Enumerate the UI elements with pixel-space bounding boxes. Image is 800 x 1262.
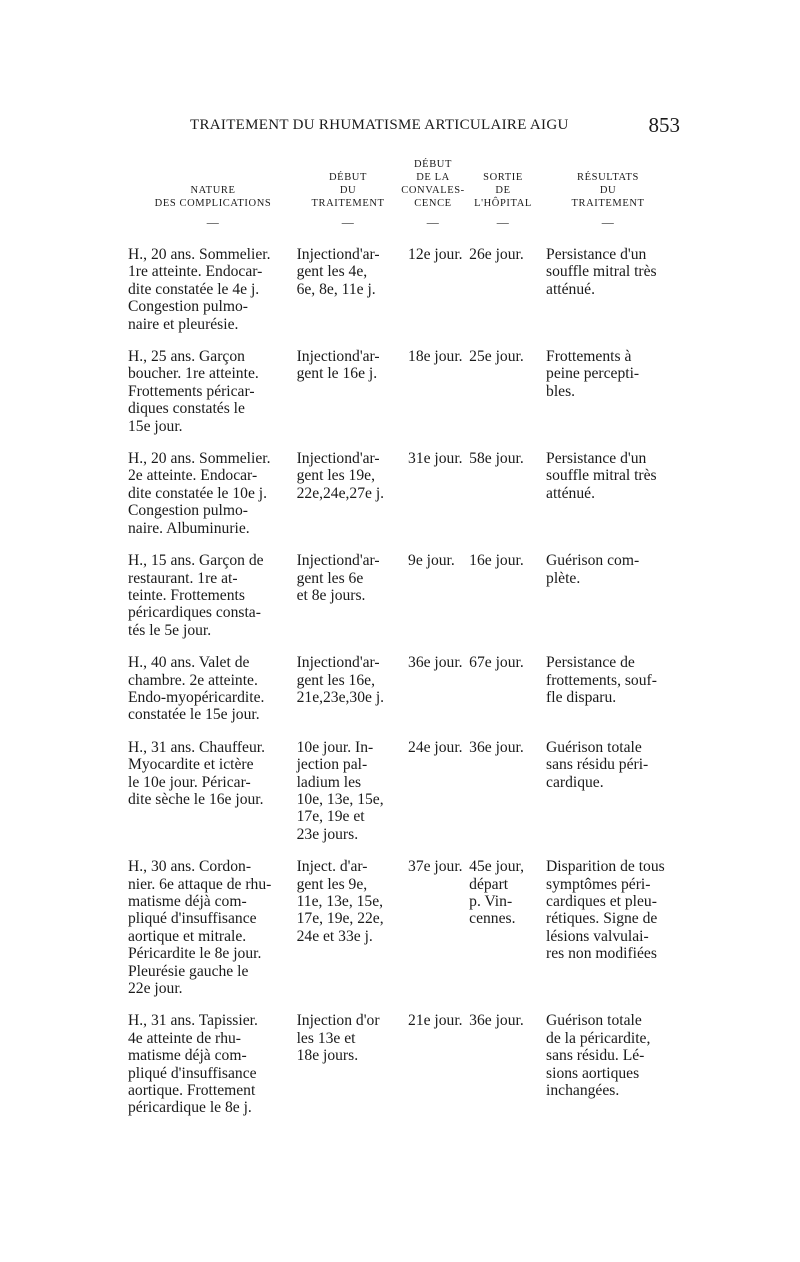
cell-sortie: 26e jour.	[469, 246, 524, 263]
cell-debut-convalescence: 18e jour.	[408, 348, 463, 366]
cell-resultats: Persistance d'un souffle mitral très atténué.	[546, 246, 657, 298]
cell-debut-convalescence: 12e jour.	[408, 246, 463, 263]
header-dash: —	[206, 215, 220, 229]
cell-debut-convalescence: 31e jour.	[408, 450, 463, 468]
cell-resultats: Persistance d'un souffle mitral très atténué.	[546, 450, 657, 502]
cell-nature: H., 15 ans. Garçon de restaurant. 1re at- teinte. Frottements péricardiques consta- tés le 5e jour.	[128, 552, 264, 639]
cell-debut-traitement: Inject. d'ar- gent les 9e, 11e, 13e, 15e, 17e, 19e, 22e, 24e et 33e j.	[296, 858, 384, 945]
cell-resultats: Guérison com- plète.	[546, 552, 640, 587]
running-title: TRAITEMENT DU RHUMATISME ARTICULAIRE AIGU	[190, 117, 569, 133]
header-nature-des-complications	[128, 184, 298, 229]
table-row	[128, 739, 688, 843]
header-line: TRAITEMENT	[571, 198, 645, 209]
header-line: DÉBUT	[329, 172, 367, 183]
cell-resultats: Guérison totale sans résidu péri- cardique.	[546, 738, 649, 791]
running-head	[190, 113, 680, 141]
header-dash: —	[341, 215, 355, 229]
cell-sortie: 36e jour.	[469, 1012, 524, 1030]
cell-debut-convalescence: 24e jour.	[408, 738, 463, 756]
cell-nature: H., 40 ans. Valet de chambre. 2e atteinte. Endo-myopéricardite. constatée le 15e jour.	[128, 654, 265, 724]
header-dash: —	[496, 215, 510, 229]
cell-debut-traitement: Injectiond'ar- gent le 16e j.	[296, 348, 380, 383]
cell-debut-convalescence: 37e jour.	[408, 858, 463, 876]
header-line: DES COMPLICATIONS	[154, 198, 272, 209]
table-row	[128, 552, 688, 639]
cell-debut-convalescence: 21e jour.	[408, 1012, 463, 1030]
header-line: DÉBUT	[414, 159, 452, 170]
header-line: TRAITEMENT	[311, 198, 385, 209]
cell-sortie: 25e jour.	[469, 348, 524, 366]
header-debut-du-traitement	[293, 171, 403, 229]
cell-resultats: Disparition de tous symptômes péri- cardiques et pleu- rétiques. Signe de lésions valvulai- res non modifiées	[546, 858, 665, 963]
table-row	[128, 348, 688, 435]
cell-debut-traitement: Injectiond'ar- gent les 19e, 22e,24e,27e j.	[296, 450, 385, 502]
header-debut-de-la-convalescence	[393, 158, 473, 229]
cell-sortie: 16e jour.	[469, 552, 524, 570]
cell-sortie: 58e jour.	[469, 450, 524, 468]
header-line: DU	[599, 185, 617, 196]
header-line: SORTIE	[483, 172, 523, 183]
cell-debut-traitement: Injectiond'ar- gent les 6e et 8e jours.	[296, 552, 380, 604]
header-resultats-du-traitement	[528, 171, 688, 229]
cell-nature: H., 20 ans. Sommelier. 1re atteinte. Endocar- dite constatée le 4e j. Congestion pulmo- naire et pleurésie.	[128, 246, 271, 333]
cell-resultats: Frottements à peine percepti- bles.	[546, 348, 640, 400]
header-line: CONVALES-	[401, 185, 465, 196]
cell-debut-convalescence: 36e jour.	[408, 654, 463, 672]
cell-sortie: 67e jour.	[469, 654, 524, 672]
cell-debut-traitement: Injectiond'ar- gent les 4e, 6e, 8e, 11e j.	[296, 246, 380, 298]
header-dash: —	[601, 215, 615, 229]
cell-debut-convalescence: 9e jour.	[408, 552, 455, 570]
table-row	[128, 858, 688, 997]
table-row	[128, 1012, 688, 1116]
page-number: 853	[648, 113, 680, 137]
cell-resultats: Guérison totale de la péricardite, sans résidu. Lé- sions aortiques inchangées.	[546, 1012, 651, 1100]
header-line: RÉSULTATS	[577, 172, 639, 183]
table-row	[128, 654, 688, 724]
table-column-headers	[128, 158, 688, 238]
cell-debut-traitement: 10e jour. In- jection pal- ladium les 10e, 13e, 15e, 17e, 19e et 23e jours.	[296, 738, 384, 843]
header-line: DU	[339, 185, 357, 196]
header-line: DE	[495, 185, 511, 196]
cell-nature: H., 20 ans. Sommelier. 2e atteinte. Endocar- dite constatée le 10e j. Congestion pulmo- naire. Albuminurie.	[128, 450, 271, 537]
header-line: DE LA	[416, 172, 450, 183]
cell-nature: H., 25 ans. Garçon boucher. 1re atteinte. Frottements péricar- diques constatés le 15e jour.	[128, 348, 259, 435]
cell-nature: H., 31 ans. Chauffeur. Myocardite et ictère le 10e jour. Péricar- dite sèche le 16e jour.	[128, 738, 266, 808]
cell-debut-traitement: Injectiond'ar- gent les 16e, 21e,23e,30e j.	[296, 654, 385, 706]
cell-resultats: Persistance de frottements, souf- fle disparu.	[546, 654, 657, 706]
cell-nature: H., 30 ans. Cordon- nier. 6e attaque de rhu- matisme déjà com- pliqué d'insuffisance aortique et mitrale. Péricardite le 8e jour. Pleurésie gauche le 22e jour.	[128, 858, 272, 998]
table-row	[128, 246, 688, 333]
case-table	[128, 246, 688, 1132]
header-line: CENCE	[414, 198, 452, 209]
header-line: NATURE	[190, 185, 236, 196]
header-line: L'HÔPITAL	[474, 198, 532, 209]
cell-sortie: 36e jour.	[469, 738, 524, 756]
cell-debut-traitement: Injection d'or les 13e et 18e jours.	[296, 1012, 380, 1065]
header-dash: —	[426, 215, 440, 229]
table-row	[128, 450, 688, 537]
cell-sortie: 45e jour, départ p. Vin- cennes.	[469, 858, 524, 928]
cell-nature: H., 31 ans. Tapissier. 4e atteinte de rhu- matisme déjà com- pliqué d'insuffisance aortique. Frottement péricardique le 8e j.	[128, 1012, 258, 1117]
